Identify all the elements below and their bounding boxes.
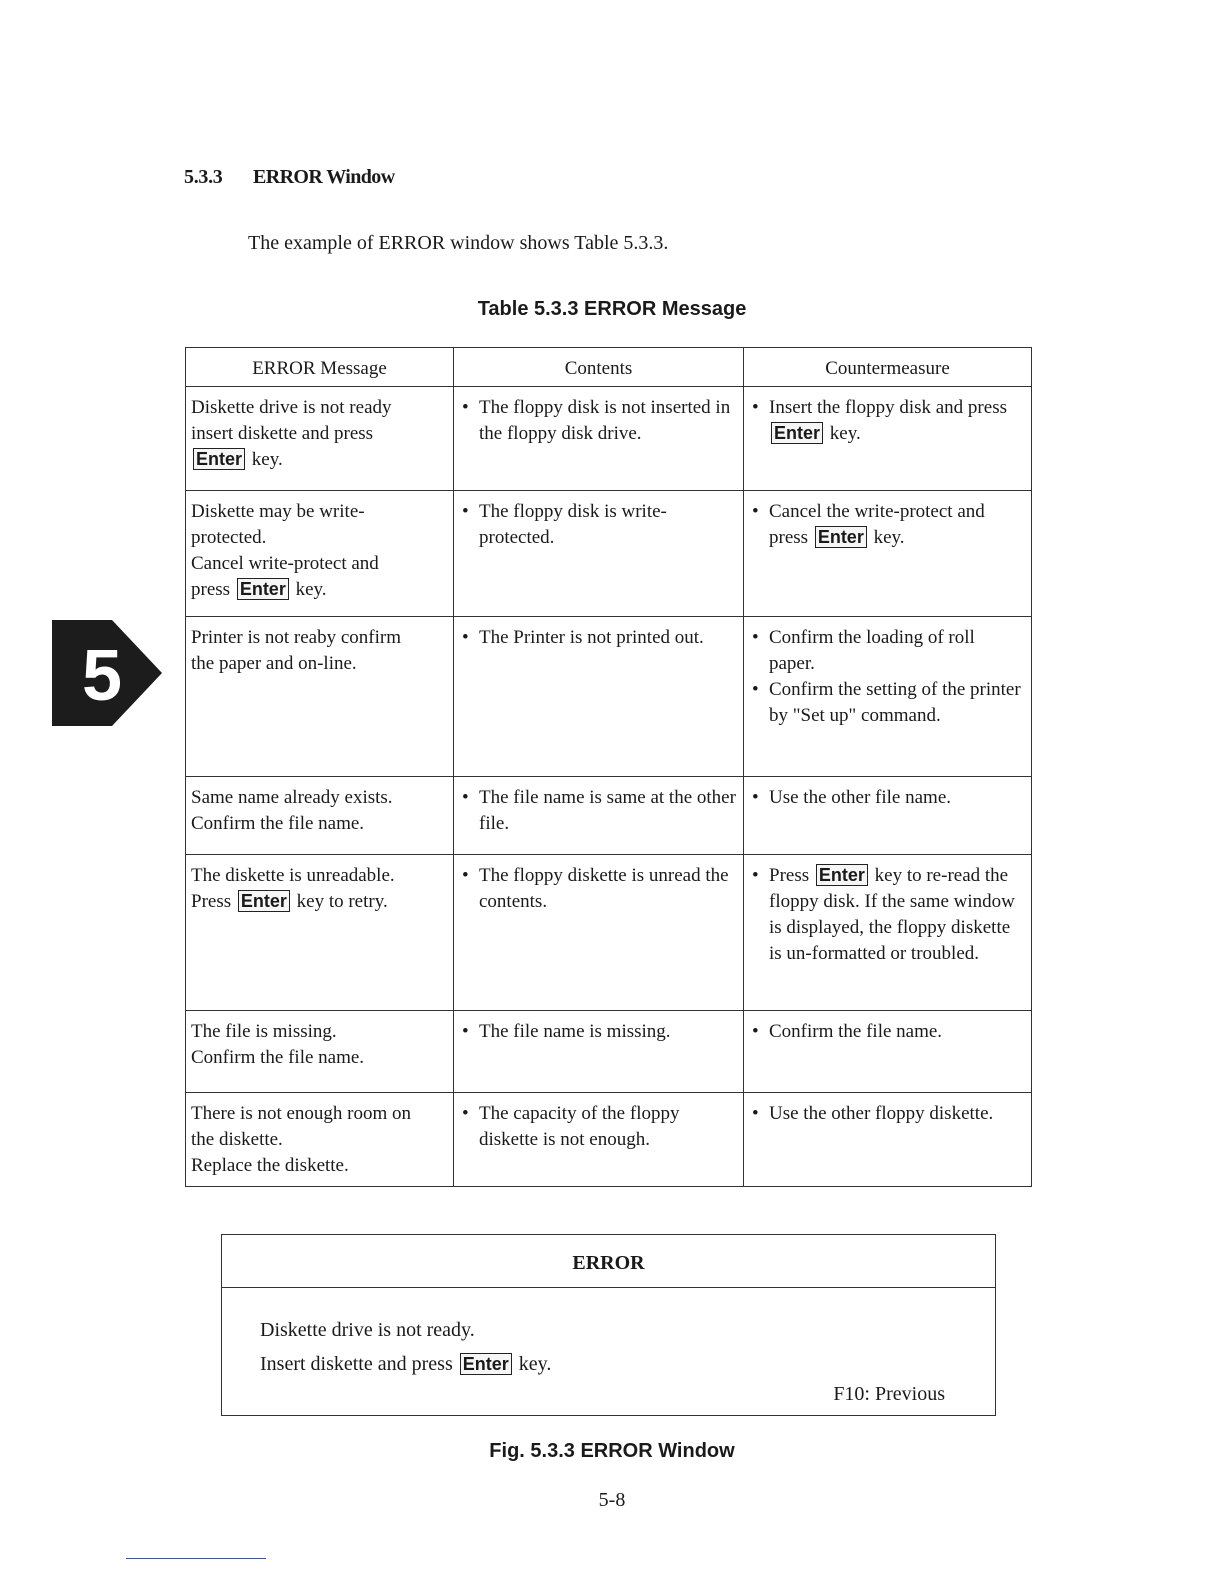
cell-error-message: [186, 387, 454, 491]
cell-contents: [454, 777, 744, 855]
enter-key: Enter: [816, 864, 868, 886]
table-row: [186, 777, 1032, 855]
enter-key: Enter: [238, 890, 290, 912]
cell-contents: [454, 617, 744, 777]
header-countermeasure: Countermeasure: [744, 348, 1032, 387]
bullet-item: • The file name is missing.: [460, 1019, 737, 1045]
bullet-item: • The file name is same at the other file.: [460, 785, 737, 837]
message-line: the diskette.: [191, 1129, 283, 1150]
bullet-item: • Cancel the write-protect and press Enter key.: [750, 499, 1025, 551]
cell-countermeasure: [744, 1011, 1032, 1093]
bullet-list: [460, 499, 737, 551]
cell-countermeasure: [744, 491, 1032, 617]
bullet-list: [750, 785, 1025, 811]
cell-countermeasure: [744, 387, 1032, 491]
bullet-list: [460, 1019, 737, 1045]
bullet-item: • Confirm the setting of the printer by "Set up" command.: [750, 677, 1025, 729]
error-window-title: ERROR: [222, 1235, 995, 1288]
cell-error-message: [186, 491, 454, 617]
bullet-list: [750, 625, 1025, 729]
bullet-list: [460, 395, 737, 447]
bullet-item: • Confirm the loading of roll paper.: [750, 625, 1025, 677]
chapter-tab: [52, 620, 162, 726]
bullet-item: • The floppy diskette is unread the contents.: [460, 863, 737, 915]
bullet-list: [750, 863, 1025, 967]
table-caption: Table 5.3.3 ERROR Message: [477, 298, 747, 320]
message-line: the paper and on-line.: [191, 653, 357, 674]
cell-countermeasure: [744, 855, 1032, 1011]
cell-error-message: [186, 1011, 454, 1093]
intro-paragraph: The example of ERROR window shows Table 5.3.3.: [248, 232, 669, 254]
bullet-item: • The Printer is not printed out.: [460, 625, 737, 651]
error-window-line2: Insert diskette and press Enter key.: [260, 1353, 552, 1375]
bullet-item: • The floppy disk is not inserted in the floppy disk drive.: [460, 395, 737, 447]
bullet-item: • Use the other file name.: [750, 785, 1025, 811]
message-line: Confirm the file name.: [191, 813, 365, 834]
cell-error-message: [186, 617, 454, 777]
table-row: [186, 1011, 1032, 1093]
header-error-message: ERROR Message: [186, 348, 454, 387]
bullet-list: [750, 1019, 1025, 1045]
message-line: Press Enter key to retry.: [191, 891, 388, 912]
bullet-list: [750, 1101, 1025, 1127]
section-title: ERROR Window: [253, 166, 395, 188]
enter-key: Enter: [771, 422, 823, 444]
table-row: [186, 387, 1032, 491]
cell-countermeasure: [744, 1093, 1032, 1187]
bullet-item: • Insert the floppy disk and press Enter key.: [750, 395, 1025, 447]
message-line: The diskette is unreadable.: [191, 865, 395, 886]
header-contents: Contents: [454, 348, 744, 387]
cell-countermeasure: [744, 777, 1032, 855]
bullet-list: [750, 499, 1025, 551]
footer-rule: [126, 1558, 266, 1559]
f10-previous-label[interactable]: F10: Previous: [833, 1383, 945, 1405]
cell-contents: [454, 855, 744, 1011]
error-window: [221, 1234, 996, 1416]
message-line: Diskette may be write-: [191, 501, 365, 522]
cell-contents: [454, 1011, 744, 1093]
bullet-item: • Press Enter key to re-read the floppy disk. If the same window is displayed, the floppy diskette is un-formatted or troubled.: [750, 863, 1025, 967]
error-message-table: [185, 347, 1032, 1187]
table-row: [186, 617, 1032, 777]
table-header-row: [186, 348, 1032, 387]
table-row: [186, 1093, 1032, 1187]
figure-caption: Fig. 5.3.3 ERROR Window: [489, 1440, 735, 1462]
bullet-list: [750, 395, 1025, 447]
cell-contents: [454, 491, 744, 617]
message-line: Enter key.: [191, 447, 447, 473]
table-row: [186, 855, 1032, 1011]
cell-error-message: [186, 777, 454, 855]
message-line: Printer is not reaby confirm: [191, 627, 402, 648]
enter-key: Enter: [460, 1353, 512, 1375]
enter-key: Enter: [193, 448, 245, 470]
message-line: Diskette drive is not ready: [191, 397, 392, 418]
section-number: 5.3.3: [184, 166, 223, 188]
cell-error-message: [186, 855, 454, 1011]
bullet-item: • Confirm the file name.: [750, 1019, 1025, 1045]
message-line: Cancel write-protect and: [191, 553, 379, 574]
bullet-item: • The floppy disk is write-protected.: [460, 499, 737, 551]
bullet-list: [460, 785, 737, 837]
bullet-list: [460, 625, 737, 651]
message-line: Replace the diskette.: [191, 1155, 349, 1176]
bullet-item: • The capacity of the floppy diskette is not enough.: [460, 1101, 737, 1153]
enter-key: Enter: [815, 526, 867, 548]
message-line: Confirm the file name.: [191, 1047, 365, 1068]
message-line: The file is missing.: [191, 1021, 337, 1042]
bullet-list: [460, 1101, 737, 1153]
bullet-list: [460, 863, 737, 915]
cell-error-message: [186, 1093, 454, 1187]
page-number: 5-8: [598, 1489, 626, 1511]
message-line: protected.: [191, 527, 267, 548]
cell-countermeasure: [744, 617, 1032, 777]
table-row: [186, 491, 1032, 617]
enter-key: Enter: [237, 578, 289, 600]
cell-contents: [454, 1093, 744, 1187]
message-line: insert diskette and press: [191, 423, 374, 444]
bullet-item: • Use the other floppy diskette.: [750, 1101, 1025, 1127]
chapter-tab-number: 5: [82, 636, 123, 716]
message-line: press Enter key.: [191, 579, 327, 600]
message-line: Same name already exists.: [191, 787, 393, 808]
message-line: There is not enough room on: [191, 1103, 412, 1124]
error-window-line1: Diskette drive is not ready.: [260, 1319, 475, 1341]
cell-contents: [454, 387, 744, 491]
